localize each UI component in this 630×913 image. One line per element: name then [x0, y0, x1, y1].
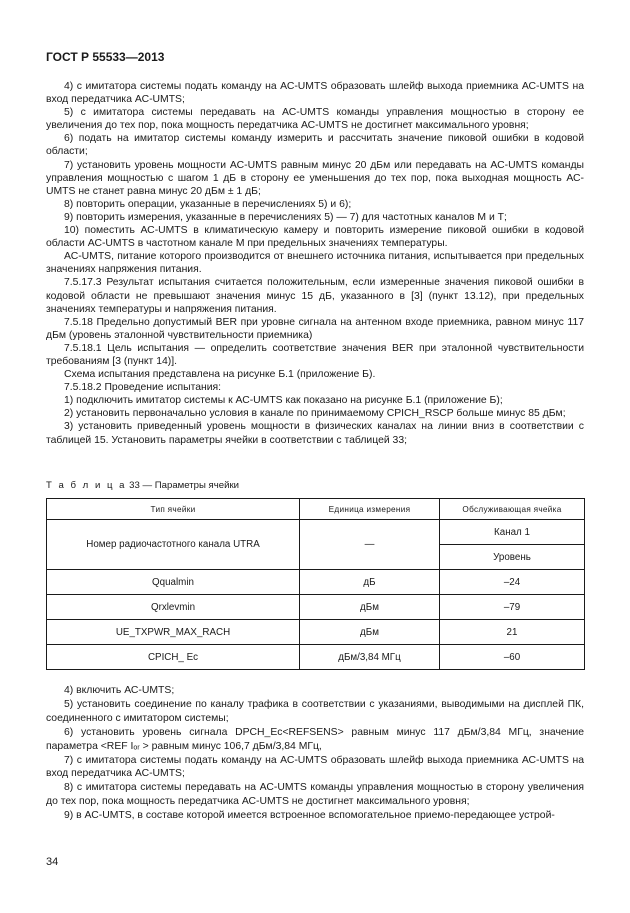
table-cell: дБ [300, 570, 440, 595]
table-cell: дБм [300, 620, 440, 645]
paragraph: 7.5.18 Предельно допустимый BER при уровне сигнала на антенном входе приемника, равном минус 117 дБм (уровень эталонной чувствительности приемника) [46, 316, 584, 341]
table-cell: Qrxlevmin [47, 595, 300, 620]
table-cell: Qqualmin [47, 570, 300, 595]
paragraph: 7) установить уровень мощности АС-UMTS равным минус 20 дБм или передавать на АС-UMTS команды управления мощностью с шагом 1 дБ в сторону ее уменьшения до тех пор, пока выходная мощность АС-UMTS не станет равна минус 20 дБм ± 1 дБ; [46, 159, 584, 197]
paragraph: 6) подать на имитатор системы команду измерить и рассчитать значение пиковой ошибки в кодовой области; [46, 133, 584, 158]
paragraph: 7.5.18.2 Проведение испытания: [64, 382, 222, 394]
column-header: Единица измерения [300, 499, 440, 520]
paragraph: 9) повторить измерения, указанные в перечислениях 5) — 7) для частотных каналов М и Т; [64, 211, 507, 223]
body-text-top [46, 80, 584, 447]
table-row [47, 520, 585, 545]
table-row [47, 645, 585, 670]
paragraph: 7.5.18.1 Цель испытания — определить соответствие значения BER при эталонной чувствительности требованиям [3 (пункт 14)]. [46, 342, 584, 367]
table-header-row [47, 499, 585, 520]
paragraph: 4) включить АС-UMTS; [64, 685, 175, 696]
table-cell: Номер радиочастотного канала UTRA [47, 520, 300, 570]
table-cell: –79 [440, 595, 585, 620]
table-cell: Уровень [440, 545, 585, 570]
paragraph: 9) в АС-UMTS, в составе которой имеется встроенное вспомогательное приемо-передающее устрой- [64, 810, 555, 822]
table-caption-title: 33 — Параметры ячейки [129, 480, 240, 491]
cell-parameters-table [46, 498, 585, 670]
table-cell: UE_TXPWR_MAX_RACH [47, 620, 300, 645]
paragraph: Схема испытания представлена на рисунке Б.1 (приложение Б). [64, 369, 376, 381]
paragraph: 2) установить первоначально условия в канале по принимаемому CPICH_RSCP больше минус 85 дБм; [64, 408, 566, 420]
table-caption [46, 480, 239, 491]
table-row [47, 595, 585, 620]
paragraph: 10) поместить АС-UMTS в климатическую камеру и повторить измерение пиковой ошибки в кодовой области АС-UMTS в частотном канале М при предельных значениях температуры. [46, 225, 584, 250]
table-caption-prefix: Т а б л и ц а [46, 480, 127, 491]
paragraph: 8) с имитатора системы передавать на АС-UMTS команды управления мощностью в сторону увеличения до тех пор, пока мощность передатчика АС-UMTS не достигнет максимального уровня; [46, 782, 584, 808]
document-header: ГОСТ Р 55533—2013 [46, 50, 165, 64]
paragraph: 7) с имитатора системы подать команду на АС-UMTS образовать шлейф выхода приемника АС-UMTS на вход передатчика АС-UMTS; [46, 754, 584, 780]
paragraph: 3) установить приведенный уровень мощности в физических каналах на линии вниз в соответствии с таблицей 15. Установить параметры ячейки в соответствии с таблицей 33; [46, 421, 584, 446]
table-cell: дБм [300, 595, 440, 620]
table-cell: –24 [440, 570, 585, 595]
paragraph: 7.5.17.3 Результат испытания считается положительным, если измеренные значения пиковой ошибки в кодовой области не превышают значения минус 15 дБ, указанного в [3] (пункт 13.12), при предельных значениях температуры и напряжения питания. [46, 277, 584, 315]
table-row [47, 570, 585, 595]
table-cell: дБм/3,84 МГц [300, 645, 440, 670]
table-cell: –60 [440, 645, 585, 670]
table-cell: 21 [440, 620, 585, 645]
column-header: Обслуживающая ячейка [440, 499, 585, 520]
paragraph: 6) установить уровень сигнала DPCH_Ec<REFSENS> равным минус 117 дБм/3,84 МГц, значение параметра <REF Iₒᵣ > равным минус 106,7 дБм/3,84 МГц, [46, 726, 584, 752]
table-cell: Канал 1 [440, 520, 585, 545]
paragraph: 8) повторить операции, указанные в перечислениях 5) и 6); [64, 198, 352, 210]
paragraph: 1) подключить имитатор системы к АС-UMTS как показано на рисунке Б.1 (приложение Б); [64, 395, 503, 407]
column-header: Тип ячейки [47, 499, 300, 520]
table-cell: — [300, 520, 440, 570]
body-text-bottom [46, 684, 584, 823]
paragraph: АС-UMTS, питание которого производится от внешнего источника питания, испытывается при предельных значениях напряжения питания. [46, 251, 584, 276]
paragraph: 5) установить соединение по каналу трафика в соответствии с указаниями, выводимыми на дисплей ПК, соединенного с имитатором системы; [46, 698, 584, 724]
table-row [47, 620, 585, 645]
page-number: 34 [46, 856, 59, 868]
paragraph: 5) с имитатора системы передавать на АС-UMTS команды управления мощностью в сторону ее увеличения до тех пор, пока мощность передатчика АС-UMTS не достигнет максимального уровня; [46, 107, 584, 132]
table-cell: CPICH_ Ec [47, 645, 300, 670]
paragraph: 4) с имитатора системы подать команду на АС-UMTS образовать шлейф выхода приемника АС-UMTS на вход передатчика АС-UMTS; [46, 81, 584, 106]
